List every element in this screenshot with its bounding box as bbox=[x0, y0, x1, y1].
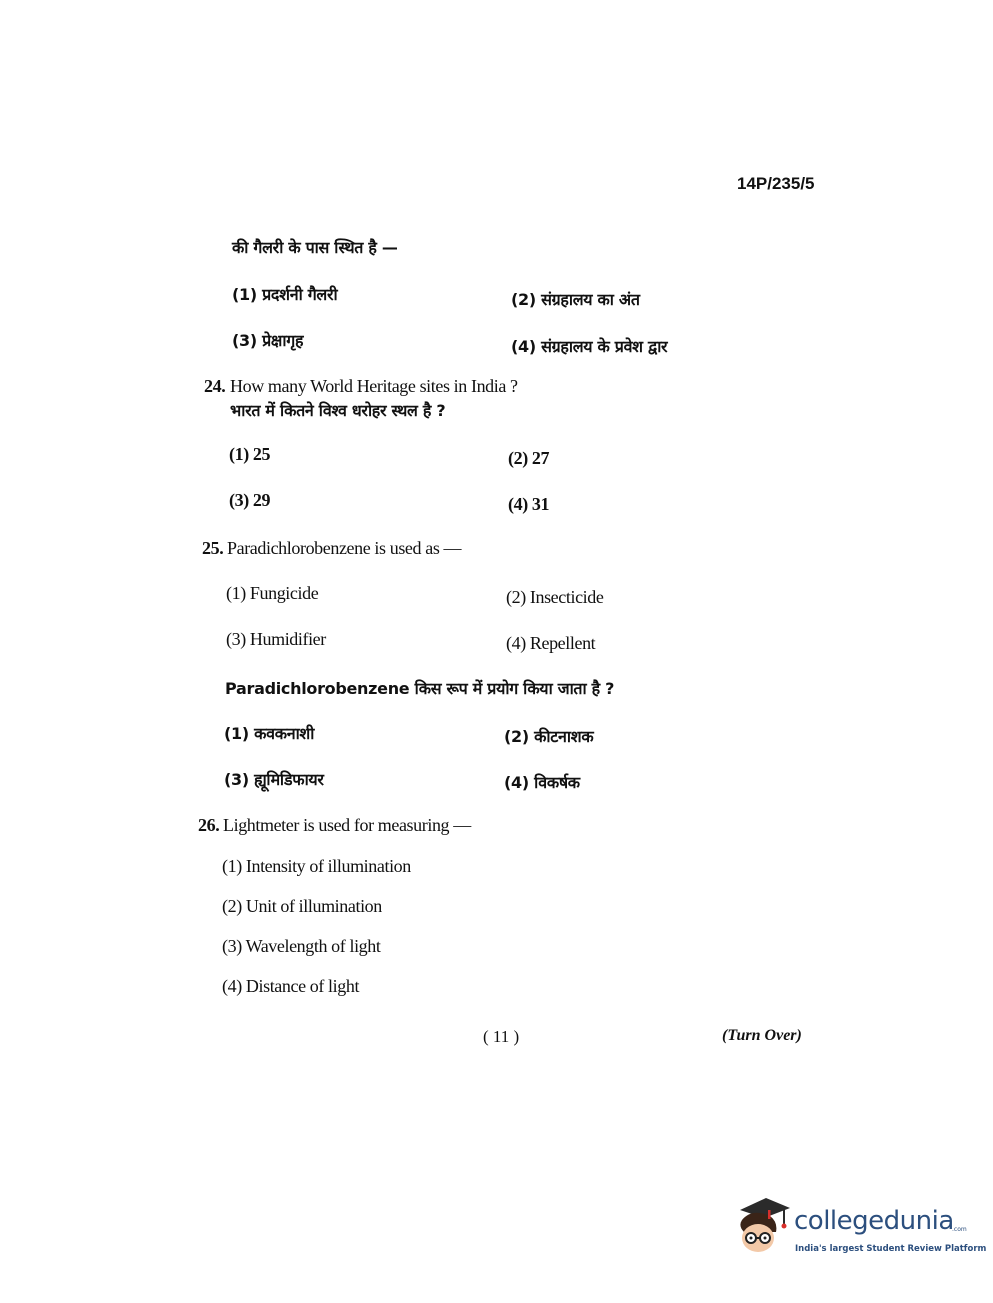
q26-question-en: Lightmeter is used for measuring — bbox=[223, 815, 471, 835]
q23-option-1: (1) प्रदर्शनी गैलरी bbox=[232, 285, 338, 304]
q24-question-hi: भारत में कितने विश्व धरोहर स्थल है ? bbox=[230, 401, 446, 420]
q25-option-4-hi: (4) विकर्षक bbox=[504, 773, 580, 792]
q25-option-2-en: (2) Insecticide bbox=[506, 587, 604, 607]
q25-option-1-en: (1) Fungicide bbox=[226, 583, 319, 603]
q26-option-3: (3) Wavelength of light bbox=[222, 936, 381, 956]
collegedunia-mascot-icon bbox=[732, 1196, 792, 1258]
turn-over-note: (Turn Over) bbox=[722, 1027, 802, 1044]
q25-option-2-hi: (2) कीटनाशक bbox=[504, 727, 594, 746]
q25-question-hi: Paradichlorobenzene किस रूप में प्रयोग किया जाता है ? bbox=[225, 679, 615, 698]
q24-number: 24. bbox=[204, 376, 226, 396]
q25-question-en: Paradichlorobenzene is used as — bbox=[227, 538, 462, 558]
q25-number: 25. bbox=[202, 538, 224, 558]
q26-option-2: (2) Unit of illumination bbox=[222, 896, 382, 916]
logo-wordmark: collegedunia bbox=[794, 1206, 954, 1236]
q24-option-1: (1) 25 bbox=[229, 444, 271, 464]
q23-option-3: (3) प्रेक्षागृह bbox=[232, 331, 304, 350]
q24-option-3: (3) 29 bbox=[229, 490, 271, 510]
q25-option-3-en: (3) Humidifier bbox=[226, 629, 326, 649]
q23-option-4: (4) संग्रहालय के प्रवेश द्वार bbox=[511, 337, 668, 356]
q25-option-3-hi: (3) ह्यूमिडिफायर bbox=[224, 770, 324, 789]
q26-option-1: (1) Intensity of illumination bbox=[222, 856, 411, 876]
q24-option-4: (4) 31 bbox=[508, 494, 550, 514]
q23-option-2: (2) संग्रहालय का अंत bbox=[511, 290, 640, 309]
q24-option-2: (2) 27 bbox=[508, 448, 550, 468]
logo-tagline: India's largest Student Review Platform bbox=[795, 1244, 987, 1254]
q23-stem-continuation: की गैलरी के पास स्थित है — bbox=[232, 238, 398, 257]
q25-option-1-hi: (1) कवकनाशी bbox=[224, 724, 315, 743]
paper-code: 14P/235/5 bbox=[737, 174, 815, 193]
q26-option-4: (4) Distance of light bbox=[222, 976, 360, 996]
q26-number: 26. bbox=[198, 815, 220, 835]
q25-option-4-en: (4) Repellent bbox=[506, 633, 596, 653]
q24-question-en: How many World Heritage sites in India ? bbox=[230, 376, 518, 396]
page-number: ( 11 ) bbox=[483, 1027, 520, 1046]
logo-domain-suffix: .com bbox=[952, 1226, 967, 1233]
